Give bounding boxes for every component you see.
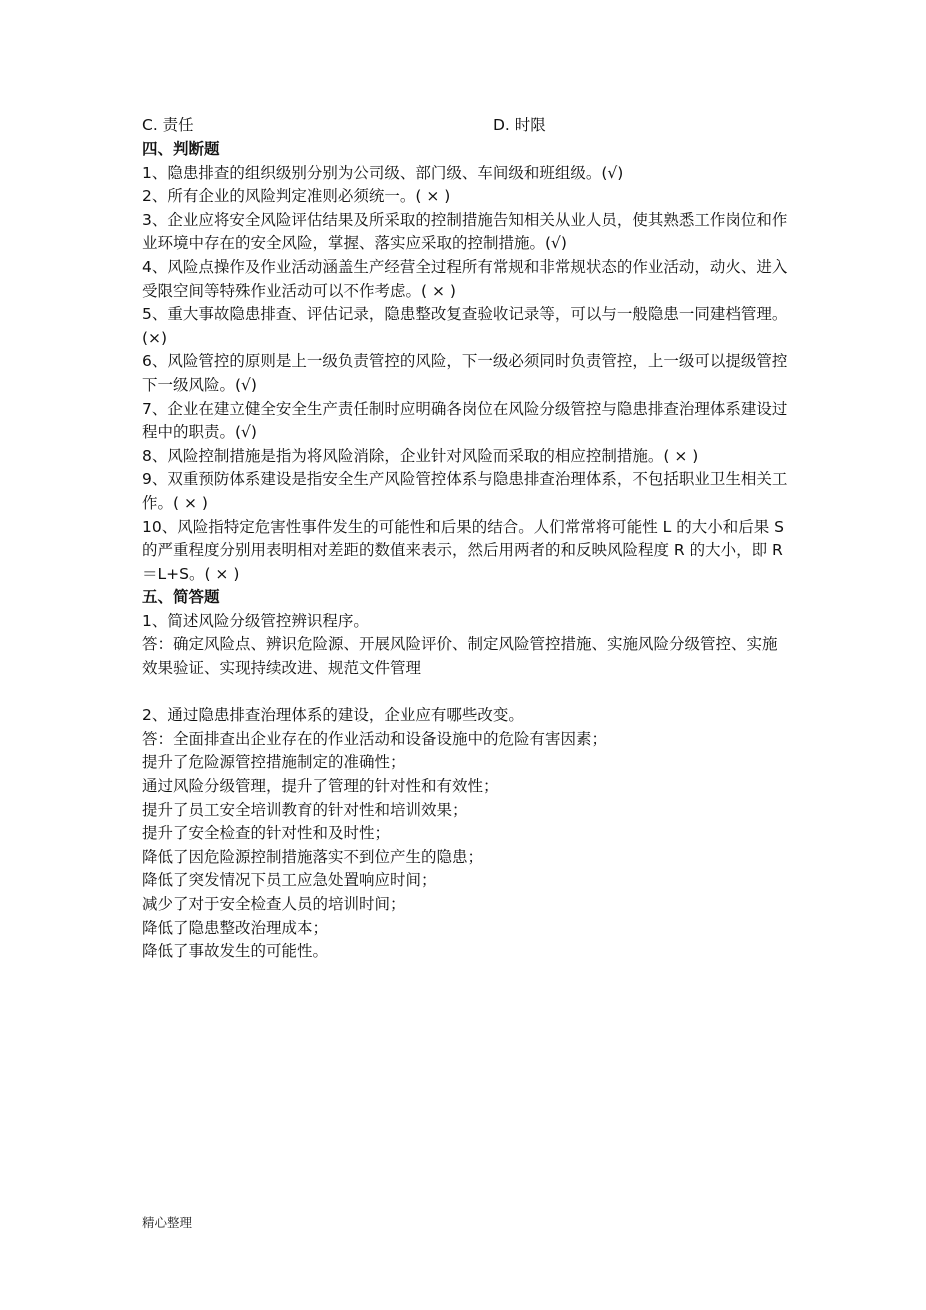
section-title-judgment: 四、判断题 (142, 140, 220, 158)
answer-1: 答：确定风险点、辨识危险源、开展风险评价、制定风险管控措施、实施风险分级管控、实施效果验证、实现持续改进、规范文件管理 (142, 635, 778, 678)
section-title-short-answer: 五、简答题 (142, 588, 220, 607)
question-2: 2、通过隐患排查治理体系的建设，企业应有哪些改变。 (142, 706, 524, 725)
option-c: C. 责任 (142, 116, 194, 134)
judgment-item-8: 8、风险控制措施是指为将风险消除，企业针对风险而采取的相应控制措施。( × ) (142, 446, 699, 465)
answer-2-line-7: 降低了突发情况下员工应急处置响应时间； (142, 871, 437, 890)
judgment-item-6: 6、风险管控的原则是上一级负责管控的风险，下一级必须同时负责管控，上一级可以提级管控下一级风险。(√) (142, 352, 788, 394)
answer-2-line-3: 通过风险分级管理，提升了管理的针对性和有效性； (142, 777, 499, 796)
option-d: D. 时限 (493, 116, 546, 134)
judgment-item-4: 4、风险点操作及作业活动涵盖生产经营全过程所有常规和非常规状态的作业活动，动火、进入受限空间等特殊作业活动可以不作考虑。( × ) (142, 257, 788, 300)
page-footer: 精心整理 (142, 1215, 193, 1230)
answer-2-line-2: 提升了危险源管控措施制定的准确性； (142, 753, 406, 772)
judgment-item-2: 2、所有企业的风险判定准则必须统一。( × ) (142, 187, 451, 206)
answer-2-line-4: 提升了员工安全培训教育的针对性和培训效果； (142, 800, 468, 819)
question-1: 1、简述风险分级管控辨识程序。 (142, 611, 369, 630)
answer-2-line-9: 降低了隐患整改治理成本； (142, 918, 329, 937)
paragraph-gap (142, 681, 792, 705)
answer-2-line-8: 减少了对于安全检查人员的培训时间； (142, 895, 406, 913)
answer-2-line-5: 提升了安全检查的针对性和及时性； (142, 824, 391, 843)
judgment-item-7: 7、企业在建立健全安全生产责任制时应明确各岗位在风险分级管控与隐患排查治理体系建设过程中的职责。(√) (142, 399, 788, 442)
judgment-item-3: 3、企业应将安全风险评估结果及所采取的控制措施告知相关从业人员，使其熟悉工作岗位和作业环境中存在的安全风险，掌握、落实应采取的控制措施。(√) (142, 210, 788, 253)
answer-2-line-10: 降低了事故发生的可能性。 (142, 942, 329, 961)
judgment-item-10: 10、风险指特定危害性事件发生的可能性和后果的结合。人们常常将可能性 L 的大小和后果 S 的严重程度分别用表明相对差距的数值来表示，然后用两者的和反映风险程度 R 的大小，即 R＝L+S。( × ) (142, 517, 784, 583)
choice-options-row (142, 114, 792, 138)
answer-2-line-1: 答：全面排查出企业存在的作业活动和设备设施中的危险有害因素； (142, 729, 608, 748)
judgment-item-9: 9、双重预防体系建设是指安全生产风险管控体系与隐患排查治理体系，不包括职业卫生相关工作。( × ) (142, 470, 788, 512)
judgment-item-1: 1、隐患排查的组织级别分别为公司级、部门级、车间级和班组级。(√) (142, 163, 624, 182)
judgment-item-5: 5、重大事故隐患排查、评估记录，隐患整改复查验收记录等，可以与一般隐患一同建档管理。(×) (142, 305, 788, 347)
answer-2-line-6: 降低了因危险源控制措施落实不到位产生的隐患； (142, 847, 484, 866)
document-body (142, 138, 792, 964)
